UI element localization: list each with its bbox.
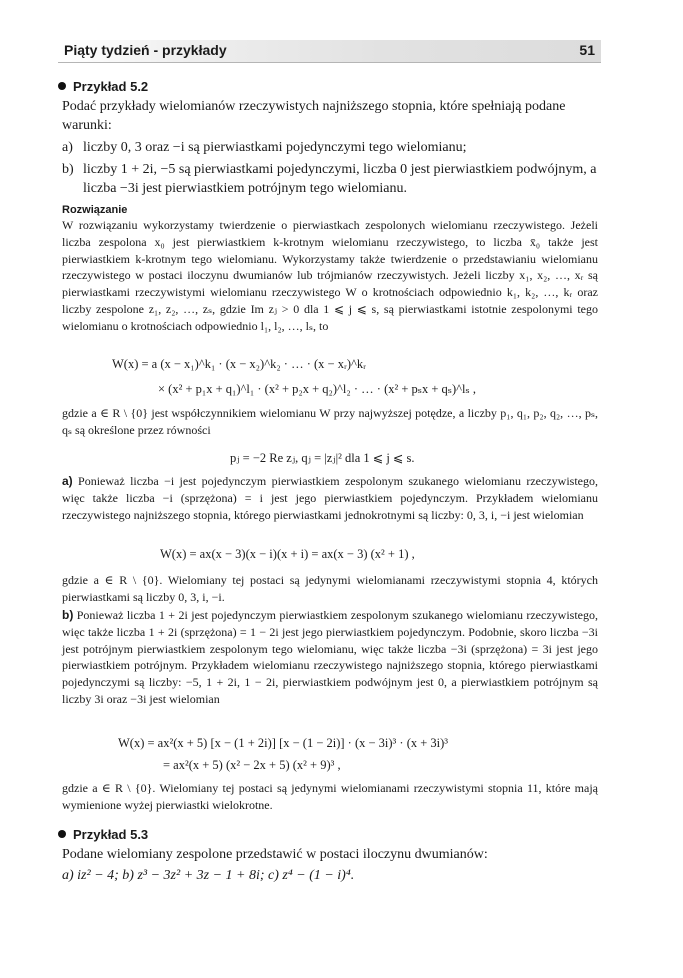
running-header	[58, 40, 601, 63]
equation-b-line-2: = ax²(x + 5) (x² − 2x + 5) (x² + 9)³ ,	[163, 758, 341, 772]
part-a	[62, 473, 598, 523]
equation-general-line-1: W(x) = a (x − x₁)^k₁ · (x − x₂)^k₂ · … · (x − xᵣ)^kᵣ	[112, 357, 366, 371]
equation-b-line-1: W(x) = ax²(x + 5) [x − (1 + 2i)] [x − (1 − 2i)] · (x − 3i)³ · (x + 3i)³	[118, 736, 449, 750]
chapter-title: Piąty tydzień - przykłady	[64, 42, 227, 58]
after-a-text: gdzie a ∈ R \ {0}. Wielomiany tej postaci są jedynymi wielomianami rzeczywistymi stopnia 4, których pierwiastkami są liczby 0, 3, i, −i.	[62, 573, 598, 604]
after-general-text: gdzie a ∈ R \ {0} jest współczynnikiem wielomianu W przy najwyższej potędze, a liczby p₁, q₁, p₂, q₂, …, pₛ, qₛ są określone przez równości	[62, 406, 598, 437]
page-number: 51	[579, 42, 595, 58]
part-b-label: b)	[62, 608, 74, 622]
example-5-3-intro: Podane wielomiany zespolone przedstawić w postaci iloczynu dwumianów:	[62, 847, 488, 862]
example-5-2-title: Przykład 5.2	[58, 79, 148, 94]
equation-pq: pⱼ = −2 Re zⱼ, qⱼ = |zⱼ|² dla 1 ⩽ j ⩽ s.	[230, 451, 415, 465]
example-5-3-title: Przykład 5.3	[58, 827, 148, 842]
example-5-3-items: a) iz² − 4; b) z³ − 3z² + 3z − 1 + 8i; c) z⁴ − (1 − i)⁴.	[62, 868, 355, 883]
item-text: liczby 1 + 2i, −5 są pierwiastkami pojedynczymi, liczba 0 jest pierwiastkiem podwójnym, a liczba −3i jest pierwiastkiem potrójnym tego wielomianu.	[83, 162, 597, 196]
part-b	[62, 607, 598, 708]
part-a-text: Ponieważ liczba −i jest pojedynczym pierwiastkiem zespolonym szukanego wielomianu rzeczywistego, więc także liczba −i (sprzężona) = i jest jego pierwiastkiem pojedynczym. Przykładem wielomianu rzeczywistego najniższego stopnia, którego pierwiastkami jednokrotnymi są liczby: 0, 3, i, −i jest wielomian	[62, 474, 598, 522]
item-label: a)	[62, 140, 73, 155]
equation-general-line-2: × (x² + p₁x + q₁)^l₁ · (x² + p₂x + q₂)^l₂ · … · (x² + pₛx + qₛ)^lₛ ,	[158, 382, 476, 396]
solution-heading: Rozwiązanie	[62, 204, 128, 216]
example-5-2-intro: Podać przykłady wielomianów rzeczywistych najniższego stopnia, które spełniają podane warunki:	[62, 99, 566, 133]
example-5-2-item-b	[62, 160, 598, 198]
solution-intro: W rozwiązaniu wykorzystamy twierdzenie o pierwiastkach zespolonych wielomianu rzeczywistego. Jeżeli liczba zespolona x₀ jest pierwiastkiem k-krotnym wielomianu rzeczywistego, to liczba x̄₀ także jest pierwiastkiem k-krotnym tego wielomianu. Wykorzystamy także twierdzenie o przedstawianiu wielomianu rzeczywistego w postaci iloczynu dwumianów lub trójmianów rzeczywistych. Jeżeli liczby x₁, x₂, …, xᵣ są pierwiastkami rzeczywistymi wielomianu rzeczywistego W o krotnościach odpowiednio k₁, k₂, …, kᵣ oraz liczby zespolone z₁, z₂, …, zₛ, gdzie Im zⱼ > 0 dla 1 ⩽ j ⩽ s, są pierwiastkami istotnie zespolonymi tego wielomianu o krotnościach odpowiednio l₁, l₂, …, lₛ, to	[62, 218, 598, 333]
item-text: liczby 0, 3 oraz −i są pierwiastkami pojedynczymi tego wielomianu;	[83, 140, 467, 155]
part-b-text: Ponieważ liczba 1 + 2i jest pojedynczym pierwiastkiem zespolonym szukanego wielomianu rzeczywistego, więc także liczba 1 + 2i (sprzężona) = 1 − 2i jest jego pierwiastkiem pojedynczym. Podobnie, skoro liczba −3i jest potrójnym pierwiastkiem zespolonym tego wielomianu, więc także liczba −3i (sprzężona) = 3i jest jego pierwiastkiem potrójnym. Przykładem wielomianu rzeczywistego najniższego stopnia, którego pierwiastkami pojedynczymi są liczby: −5, 1 + 2i, 1 − 2i, pierwiastkiem podwójnym jest 0, a pierwiastkiem potrójnym są liczby 3i oraz −3i jest wielomian	[62, 608, 598, 706]
after-b-text: gdzie a ∈ R \ {0}. Wielomiany tej postaci są jedynymi wielomianami rzeczywistymi stopnia 11, które mają wymienione wyżej pierwiastki wielokrotne.	[62, 781, 598, 812]
part-a-label: a)	[62, 474, 73, 488]
example-5-2-item-a	[62, 138, 598, 157]
item-label: b)	[62, 162, 74, 177]
equation-a: W(x) = ax(x − 3)(x − i)(x + i) = ax(x − 3) (x² + 1) ,	[160, 547, 415, 561]
